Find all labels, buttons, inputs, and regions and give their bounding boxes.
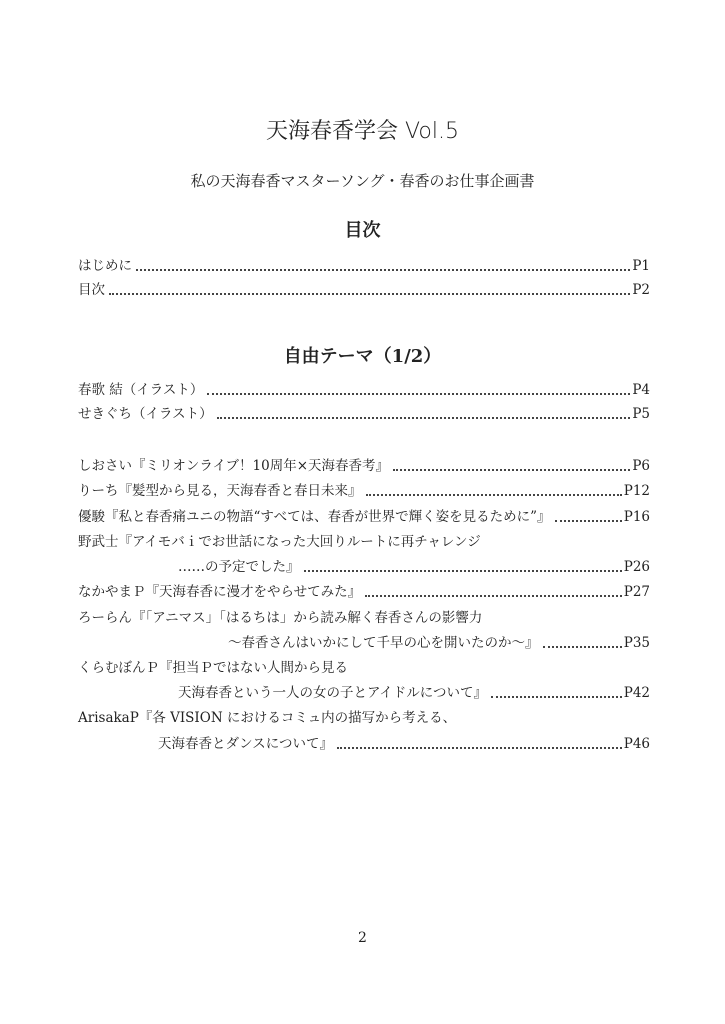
toc-entry <box>78 381 650 399</box>
document-subtitle: 私の天海春香マスターソング・春香のお仕事企画書 <box>190 172 535 190</box>
dot-leader <box>393 469 630 471</box>
toc-entry-label: ArisakaP『各 VISION におけるコミュ内の描写から考える、 <box>78 710 457 726</box>
toc-entry <box>178 684 650 702</box>
toc-entry <box>78 583 650 601</box>
page-number: 2 <box>358 930 367 946</box>
toc-entry-label: ～春香さんはいかにして千早の心を開いたのか～』 <box>228 635 539 651</box>
toc-entry-page: P1 <box>632 258 650 274</box>
toc-entry-label: くらむぼんＰ『担当Ｐではない人間から見る <box>78 660 348 676</box>
toc-entry-page: P27 <box>623 584 650 600</box>
toc-entry-label: はじめに <box>78 258 132 274</box>
toc-entry-label: りーち『髪型から見る，天海春香と春日未来』 <box>78 483 362 499</box>
dot-leader <box>109 293 630 295</box>
toc-entry-page: P26 <box>623 559 650 575</box>
toc-entry-page: P35 <box>623 635 650 651</box>
toc-entry-page: P5 <box>632 406 650 422</box>
toc-entry <box>78 508 650 526</box>
dot-leader <box>136 269 630 271</box>
toc-entry-label: 優駿『私と春香痛ユニの物語“すべては、春香が世界で輝く姿を見るために”』 <box>78 509 551 525</box>
dot-leader <box>491 696 622 698</box>
toc-entry-label: しおさい『ミリオンライブ！10周年×天海春香考』 <box>78 458 390 474</box>
toc-entry-label: 天海春香とダンスについて』 <box>158 736 333 752</box>
toc-entry <box>78 405 650 423</box>
toc-entry <box>78 257 650 275</box>
toc-entry-label: ろーらん『「アニマス」「はるちは」から読み解く春香さんの影響力 <box>78 610 483 626</box>
toc-entry <box>78 609 650 627</box>
toc-entry-label: 目次 <box>78 282 105 298</box>
toc-entry-label: 天海春香という一人の女の子とアイドルについて』 <box>178 685 488 701</box>
toc-entry <box>228 634 650 652</box>
toc-entry-label: 春歌 結（イラスト） <box>78 382 204 398</box>
section-heading: 自由テーマ（1/2） <box>283 346 442 367</box>
toc-entry <box>78 482 650 500</box>
dot-leader <box>555 520 622 522</box>
dot-leader <box>366 494 622 496</box>
toc-entry-label: なかやまＰ『天海春香に漫才をやらせてみた』 <box>78 584 362 600</box>
toc-entry <box>78 709 650 727</box>
toc-entry-label: ……の予定でした』 <box>178 559 300 575</box>
toc-entry-page: P6 <box>632 458 650 474</box>
dot-leader <box>365 595 622 597</box>
toc-entry-label: せきぐち（イラスト） <box>78 406 213 422</box>
toc-entry <box>178 558 650 576</box>
toc-entry <box>158 735 650 753</box>
dot-leader <box>207 393 630 395</box>
dot-leader <box>304 570 622 572</box>
dot-leader <box>543 646 622 648</box>
toc-entry <box>78 533 650 551</box>
toc-entry <box>78 281 650 299</box>
toc-entry-page: P16 <box>623 509 650 525</box>
toc-entry <box>78 457 650 475</box>
document-title: 天海春香学会 Vol.5 <box>266 119 459 144</box>
dot-leader <box>217 417 631 419</box>
toc-entry <box>78 659 650 677</box>
toc-entry-page: P4 <box>632 382 650 398</box>
toc-entry-label: 野武士『アイモバｉでお世話になった大回りルートに再チャレンジ <box>78 534 481 550</box>
toc-entry-page: P2 <box>632 282 650 298</box>
dot-leader <box>337 747 622 749</box>
toc-heading: 目次 <box>344 220 381 241</box>
toc-entry-page: P46 <box>623 736 650 752</box>
toc-entry-page: P42 <box>623 685 650 701</box>
toc-entry-page: P12 <box>623 483 650 499</box>
